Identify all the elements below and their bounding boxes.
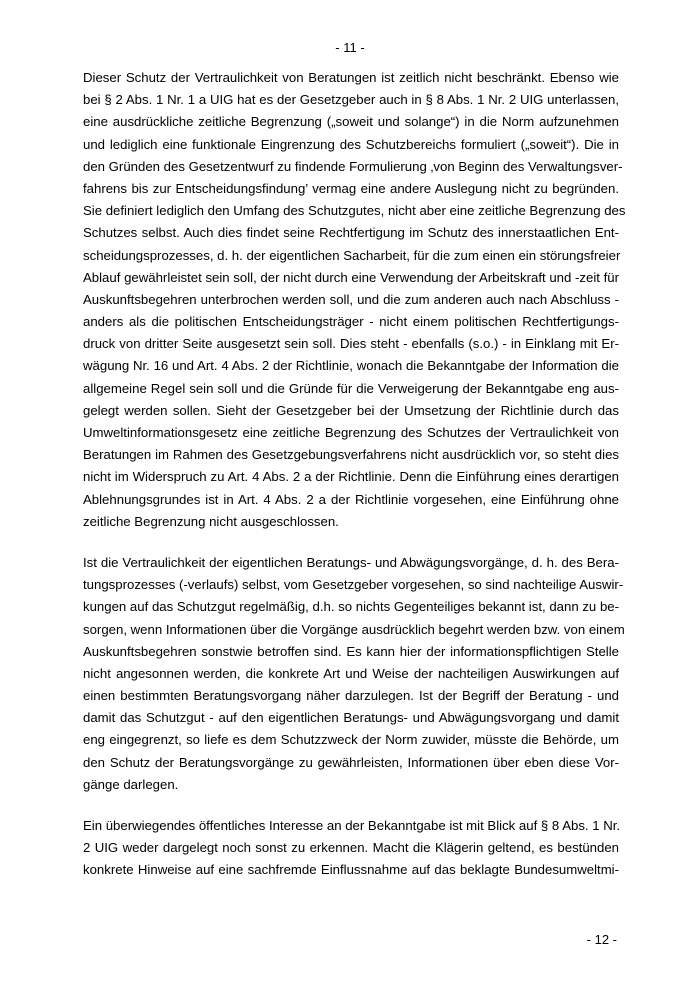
text-line: den Gründen des Gesetzentwurf zu findende Formulierung ‚von Beginn des Verwaltungsver- <box>83 158 623 174</box>
text-line: Schutzes selbst. Auch dies findet seine Rechtfertigung im Schutz des innerstaatlichen Ent- <box>83 225 619 241</box>
text-line: eng eingegrenzt, so liefe es dem Schutzzweck der Norm zuwider, müsste die Behörde, um <box>83 732 619 748</box>
text-line: scheidungsprozesses, d. h. der eigentlichen Sacharbeit, für die zum einen ein störungsfreier <box>83 247 621 263</box>
text-line: einen bestimmten Beratungsvorgang näher darzulegen. Ist der Begriff der Beratung - und <box>83 688 619 704</box>
text-line: und lediglich eine funktionale Eingrenzung des Schutzbereichs formuliert („soweit“). Die in <box>83 136 619 152</box>
text-line: anders als die politischen Entscheidungsträger - nicht einem politischen Rechtfertigungs- <box>83 314 619 330</box>
text-line: allgemeine Regel sein soll und die Gründe für die Verweigerung der Bekanntgabe eng aus- <box>83 380 619 396</box>
text-line: Auskunftsbegehren sonstwie betroffen sind. Es kann hier der informationspflichtigen Stelle <box>83 643 619 659</box>
text-line: sorgen, wenn Informationen über die Vorgänge ausdrücklich begehrt werden bzw. von einem <box>83 621 625 637</box>
text-line: gelegt werden sollen. Sieht der Gesetzgeber bei der Umsetzung der Richtlinie durch das <box>83 402 619 418</box>
text-line: Ablauf gewährleistet sein soll, der nicht durch eine Verwendung der Arbeitskraft und -zeit für <box>83 269 619 285</box>
page-number-top: - 11 - <box>335 40 365 55</box>
text-line: 2 UIG weder dargelegt noch sonst zu erkennen. Macht die Klägerin geltend, es bestünden <box>83 840 619 856</box>
text-line: nicht angesonnen werden, die konkrete Art und Weise der nachteiligen Auswirkungen auf <box>83 665 619 681</box>
text-line: Beratungen im Rahmen des Gesetzgebungsverfahrens nicht ausdrücklich vor, so steht dies <box>83 447 619 463</box>
text-line: Ist die Vertraulichkeit der eigentlichen Beratungs- und Abwägungsvorgänge, d. h. des Bera- <box>83 554 619 570</box>
document-body <box>83 67 626 901</box>
text-line: Ein überwiegendes öffentliches Interesse an der Bekanntgabe ist mit Blick auf § 8 Abs. 1 Nr. <box>83 818 621 833</box>
text-line: Auskunftsbegehren unterbrochen werden soll, und die zum anderen auch nach Abschluss - <box>83 291 619 307</box>
text-line: Umweltinformationsgesetz eine zeitliche Begrenzung des Schutzes der Vertraulichkeit von <box>83 425 619 440</box>
text-line: eine ausdrückliche zeitliche Begrenzung („soweit und solange“) in die Norm aufzunehmen <box>83 114 619 130</box>
text-line: gänge darlegen. <box>83 776 179 792</box>
text-line: wägung Nr. 16 und Art. 4 Abs. 2 der Richtlinie, wonach die Bekanntgabe der Information die <box>83 358 619 374</box>
text-line: den Schutz der Beratungsvorgänge zu gewährleisten, Informationen über eben diese Vor- <box>83 754 619 770</box>
text-line: tungsprozesses (-verlaufs) selbst, vom Gesetzgeber vorgesehen, so sind nachteilige Auswir- <box>83 577 624 593</box>
page-number-bottom: - 12 - <box>586 932 617 947</box>
paragraph <box>83 815 619 882</box>
text-line: Dieser Schutz der Vertraulichkeit von Beratungen ist zeitlich nicht beschränkt. Ebenso wie <box>83 70 619 85</box>
text-line: konkrete Hinweise auf eine sachfremde Einflussnahme auf das beklagte Bundesumweltmi- <box>83 862 619 878</box>
text-line: Ablehnungsgrundes ist in Art. 4 Abs. 2 a der Richtlinie vorgesehen, eine Einführung ohne <box>83 491 619 507</box>
text-line: bei § 2 Abs. 1 Nr. 1 a UIG hat es der Gesetzgeber auch in § 8 Abs. 1 Nr. 2 UIG unterlassen, <box>83 92 619 108</box>
text-line: zeitliche Begrenzung nicht ausgeschlossen. <box>83 513 339 529</box>
text-line: Sie definiert lediglich den Umfang des Schutzgutes, nicht aber eine zeitliche Begrenzung des <box>83 203 626 219</box>
text-line: fahrens bis zur Entscheidungsfindung’ vermag eine andere Auslegung nicht zu begründen. <box>83 180 619 196</box>
paragraph <box>83 552 625 796</box>
text-line: nicht im Widerspruch zu Art. 4 Abs. 2 a der Richtlinie. Denn die Einführung eines derartigen <box>83 469 619 485</box>
text-line: kungen auf das Schutzgut regelmäßig, d.h. so nichts Gegenteiliges bekannt ist, dann zu be- <box>83 599 619 615</box>
text-line: damit das Schutzgut - auf den eigentlichen Beratungs- und Abwägungsvorgang und damit <box>83 710 619 726</box>
paragraph <box>83 67 626 533</box>
text-line: druck von dritter Seite ausgesetzt sein soll. Dies steht - ebenfalls (s.o.) - in Einklang mit Er- <box>83 336 619 352</box>
